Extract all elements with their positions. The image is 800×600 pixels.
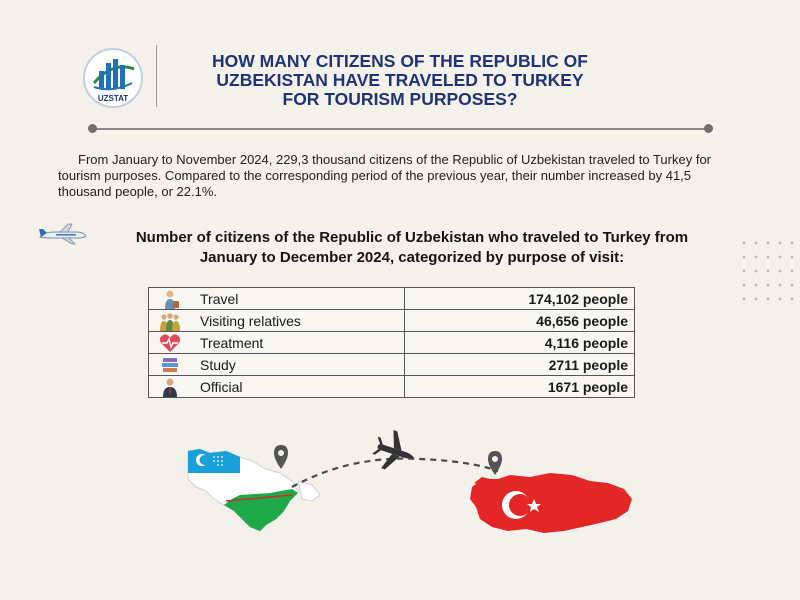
row-label: Study (200, 357, 236, 373)
row-label: Official (200, 379, 243, 395)
table-row (149, 288, 635, 310)
header-divider (156, 45, 157, 107)
row-value: 4,116 people (405, 332, 635, 354)
row-label: Travel (200, 291, 239, 307)
row-label: Treatment (200, 335, 264, 351)
table-row (149, 332, 635, 354)
purpose-table (148, 287, 635, 398)
location-pin-icon (488, 451, 502, 475)
table-heading: Number of citizens of the Republic of Uzbekistan who traveled to Turkey from January to December 2024, categorized by purpose of visit: (135, 229, 689, 266)
row-value: 46,656 people (405, 310, 635, 332)
divider-dot-right (704, 124, 713, 133)
location-pin-icon (274, 445, 288, 469)
row-label: Visiting relatives (200, 313, 301, 329)
heart-icon (159, 333, 181, 353)
businessman-icon (159, 377, 181, 397)
intro-paragraph: From January to November 2024, 229,3 thousand citizens of the Republic of Uzbekistan traveled to Turkey for tourism purposes. Compared to the corresponding period of the previous year, their number increased by 41,5 thousand people, or 22.1%. (58, 152, 712, 199)
table-row (149, 310, 635, 332)
traveler-icon (159, 289, 181, 309)
books-icon (159, 355, 181, 375)
row-value: 1671 people (405, 376, 635, 398)
table-row (149, 354, 635, 376)
family-icon (159, 311, 181, 331)
airplane-icon (369, 426, 420, 477)
divider-dot-left (88, 124, 97, 133)
dot-grid-decoration (740, 238, 800, 308)
svg-text:UZSTAT: UZSTAT (97, 94, 129, 103)
uzbekistan-map (188, 449, 320, 531)
row-value: 2711 people (405, 354, 635, 376)
section-divider (92, 128, 710, 130)
table-row (149, 376, 635, 398)
row-value: 174,102 people (405, 288, 635, 310)
page-title: HOW MANY CITIZENS OF THE REPUBLIC OF UZBEKISTAN HAVE TRAVELED TO TURKEY FOR TOURISM PURPOSES? (212, 51, 588, 109)
turkey-map (470, 473, 632, 533)
uzstat-logo (82, 47, 144, 109)
airplane-icon (38, 221, 88, 245)
travel-route-illustration (180, 415, 650, 545)
